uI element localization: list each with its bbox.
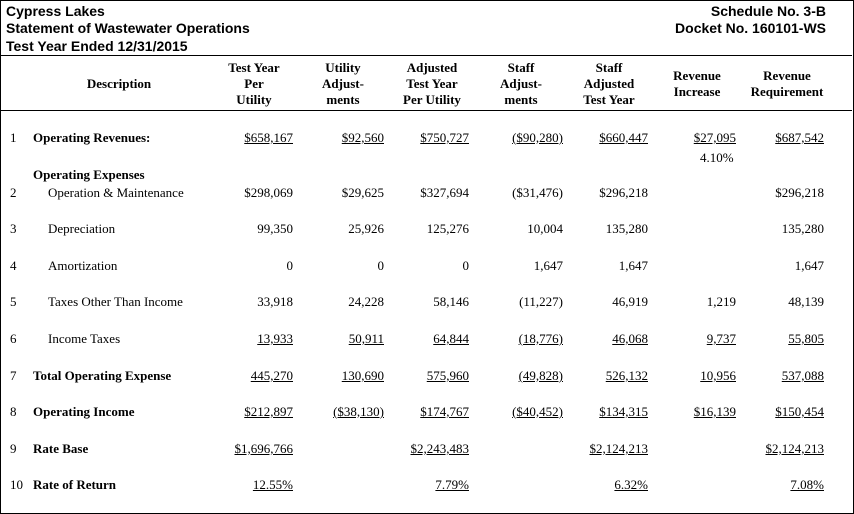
column-header-staff-adjusted: Staff Adjusted Test Year — [583, 60, 635, 107]
table-row — [0, 129, 852, 147]
line-label: Income Taxes — [48, 331, 121, 346]
cell-staff-adjustments: 10,004 — [527, 221, 563, 236]
cell-utility-adjustments: $92,560 — [341, 130, 384, 145]
cell-revenue-requirement: $296,218 — [775, 185, 824, 200]
table-row — [0, 184, 852, 202]
line-label: Operating Income — [33, 404, 135, 419]
cell-test-year: 33,918 — [257, 294, 293, 309]
cell-revenue-requirement: 135,280 — [781, 221, 824, 236]
column-header-test-year: Test Year Per Utility — [228, 60, 280, 107]
cell-staff-adjustments: 1,647 — [533, 258, 563, 273]
cell-revenue-increase: $27,095 — [693, 130, 736, 145]
cell-adjusted-test-year: 7.79% — [435, 477, 469, 492]
header-rule-bottom — [0, 110, 852, 111]
cell-utility-adjustments: 130,690 — [341, 368, 384, 383]
cell-revenue-requirement: 48,139 — [788, 294, 824, 309]
header-rule-top — [0, 55, 852, 56]
cell-test-year: 99,350 — [257, 221, 293, 236]
cell-test-year: 445,270 — [250, 368, 293, 383]
line-label: Amortization — [48, 258, 118, 273]
cell-staff-adjusted: 6.32% — [614, 477, 648, 492]
section-operating-expenses: Operating Expenses — [33, 167, 145, 182]
table-row — [0, 367, 852, 385]
table-row — [0, 220, 852, 238]
line-label: Depreciation — [48, 221, 116, 236]
cell-test-year: 12.55% — [252, 477, 293, 492]
line-number: 3 — [10, 221, 17, 236]
line-number: 4 — [10, 258, 17, 273]
cell-revenue-requirement: 55,805 — [788, 331, 824, 346]
cell-utility-adjustments: 0 — [377, 258, 384, 273]
cell-revenue-requirement: $687,542 — [775, 130, 824, 145]
table-row — [0, 330, 852, 348]
revenue-increase-percent: 4.10% — [700, 150, 734, 165]
column-header-revenue-increase: Revenue Increase — [673, 68, 721, 99]
statement-title: Statement of Wastewater Operations — [6, 20, 250, 36]
cell-revenue-increase: 9,737 — [706, 331, 736, 346]
line-number: 6 — [10, 331, 17, 346]
line-label: Rate of Return — [33, 477, 117, 492]
line-number: 2 — [10, 185, 17, 200]
column-header-utility-adjustments: Utility Adjust- ments — [322, 60, 364, 107]
cell-adjusted-test-year: 64,844 — [433, 331, 469, 346]
column-header-adjusted-test-year: Adjusted Test Year Per Utility — [403, 60, 461, 107]
line-label: Operation & Maintenance — [48, 185, 184, 200]
cell-staff-adjusted: 1,647 — [618, 258, 648, 273]
table-row — [0, 476, 852, 494]
column-header-description: Description — [86, 76, 152, 91]
cell-adjusted-test-year: $2,243,483 — [410, 441, 469, 456]
cell-staff-adjustments: (11,227) — [519, 294, 563, 309]
line-label: Taxes Other Than Income — [48, 294, 183, 309]
line-number: 7 — [10, 368, 17, 383]
cell-staff-adjustments: (18,776) — [518, 331, 563, 346]
line-label: Total Operating Expense — [33, 368, 172, 383]
cell-revenue-requirement: 1,647 — [794, 258, 824, 273]
table-row — [0, 403, 852, 421]
company-name: Cypress Lakes — [6, 3, 105, 19]
cell-utility-adjustments: 25,926 — [348, 221, 384, 236]
cell-utility-adjustments: $29,625 — [341, 185, 384, 200]
cell-staff-adjusted: 526,132 — [605, 368, 648, 383]
cell-adjusted-test-year: 575,960 — [426, 368, 469, 383]
cell-staff-adjusted: 46,068 — [612, 331, 648, 346]
cell-utility-adjustments: 24,228 — [348, 294, 384, 309]
line-number: 1 — [10, 130, 17, 145]
cell-test-year: $1,696,766 — [234, 441, 293, 456]
line-label: Operating Revenues: — [33, 130, 151, 145]
cell-revenue-requirement: $2,124,213 — [765, 441, 824, 456]
cell-adjusted-test-year: 0 — [462, 258, 469, 273]
cell-revenue-increase: 1,219 — [706, 294, 736, 309]
cell-staff-adjusted: $660,447 — [599, 130, 648, 145]
docket-number: Docket No. 160101-WS — [675, 20, 826, 36]
line-number: 5 — [10, 294, 17, 309]
cell-test-year: $212,897 — [244, 404, 293, 419]
cell-test-year: 13,933 — [257, 331, 293, 346]
column-header-staff-adjustments: Staff Adjust- ments — [500, 60, 542, 107]
cell-adjusted-test-year: $174,767 — [420, 404, 469, 419]
test-period: Test Year Ended 12/31/2015 — [6, 38, 188, 54]
column-header-revenue-requirement: Revenue Requirement — [750, 68, 824, 99]
cell-staff-adjusted: $296,218 — [599, 185, 648, 200]
cell-adjusted-test-year: 125,276 — [426, 221, 469, 236]
cell-staff-adjustments: ($31,476) — [512, 185, 563, 200]
cell-adjusted-test-year: 58,146 — [433, 294, 469, 309]
cell-staff-adjusted: 46,919 — [612, 294, 648, 309]
line-number: 8 — [10, 404, 17, 419]
cell-adjusted-test-year: $750,727 — [420, 130, 469, 145]
cell-adjusted-test-year: $327,694 — [420, 185, 469, 200]
cell-utility-adjustments: ($38,130) — [333, 404, 384, 419]
line-label: Rate Base — [33, 441, 89, 456]
table-row — [0, 440, 852, 458]
cell-revenue-requirement: 7.08% — [790, 477, 824, 492]
cell-utility-adjustments: 50,911 — [348, 331, 384, 346]
cell-staff-adjusted: 135,280 — [605, 221, 648, 236]
cell-test-year: $658,167 — [244, 130, 293, 145]
cell-revenue-increase: $16,139 — [693, 404, 736, 419]
line-number: 10 — [10, 477, 23, 492]
cell-test-year: $298,069 — [244, 185, 293, 200]
cell-staff-adjustments: (49,828) — [518, 368, 563, 383]
cell-staff-adjustments: ($90,280) — [512, 130, 563, 145]
cell-revenue-requirement: 537,088 — [781, 368, 824, 383]
line-number: 9 — [10, 441, 17, 456]
cell-staff-adjustments: ($40,452) — [512, 404, 563, 419]
cell-revenue-increase: 10,956 — [700, 368, 736, 383]
cell-staff-adjusted: $2,124,213 — [589, 441, 648, 456]
cell-test-year: 0 — [286, 258, 293, 273]
table-row — [0, 293, 852, 311]
schedule-number: Schedule No. 3-B — [710, 3, 826, 19]
table-row — [0, 257, 852, 275]
cell-staff-adjusted: $134,315 — [599, 404, 648, 419]
cell-revenue-requirement: $150,454 — [775, 404, 824, 419]
